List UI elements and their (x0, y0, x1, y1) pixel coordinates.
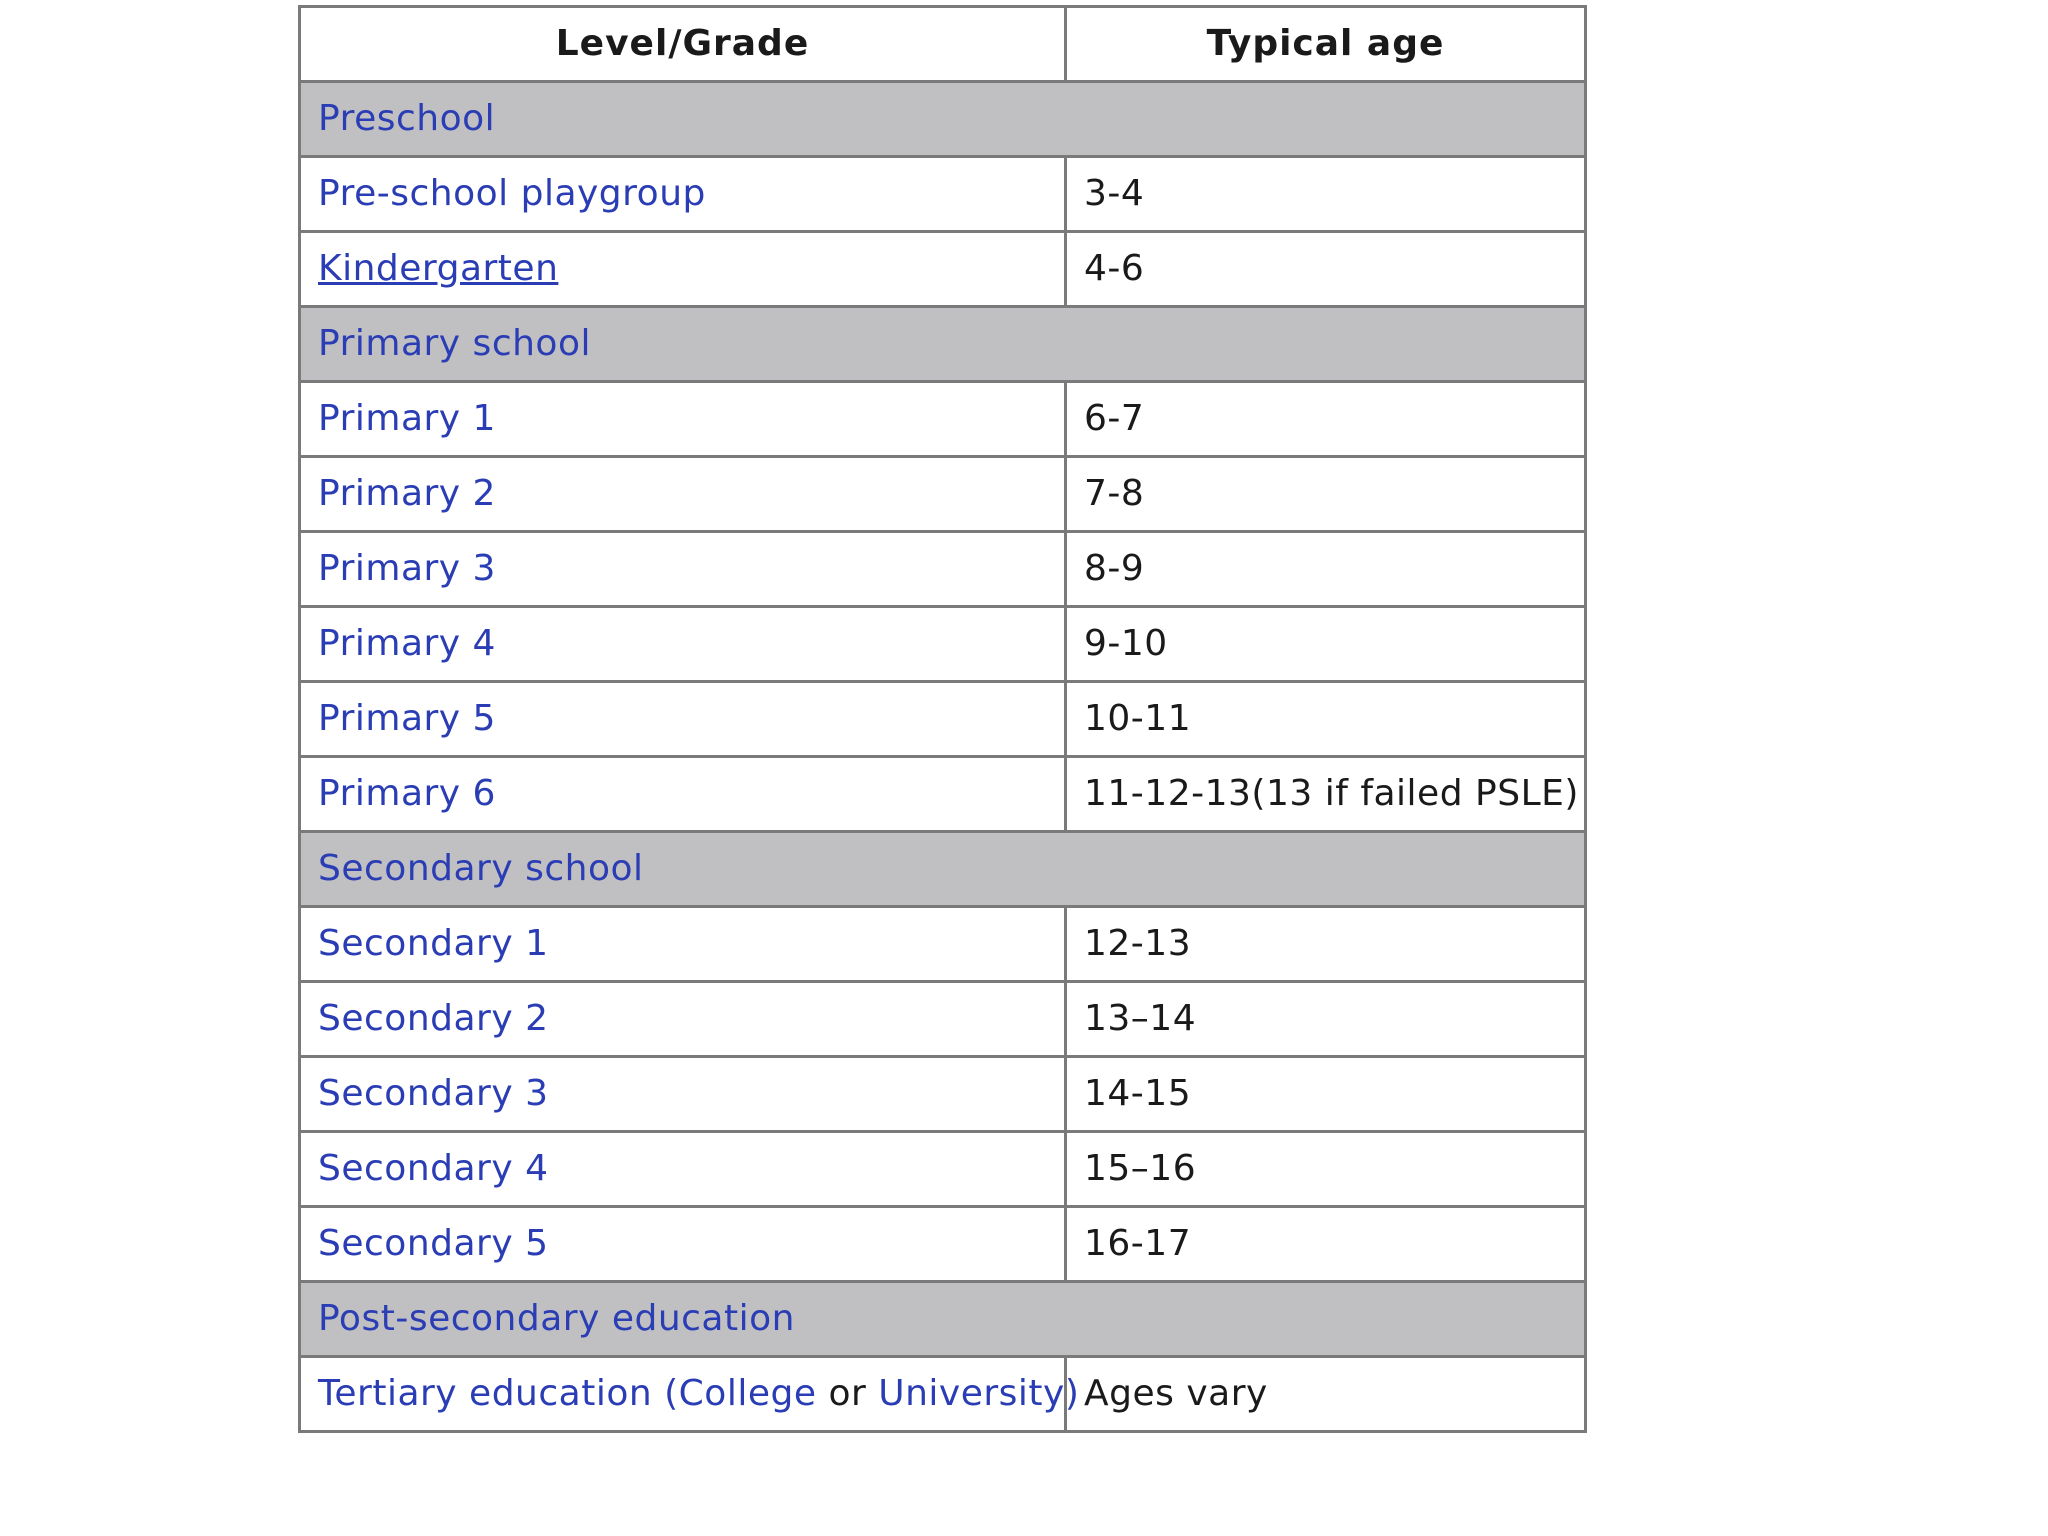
level-secondary-4[interactable]: Secondary 4 (300, 1132, 1066, 1207)
section-primary-school-link[interactable]: Primary school (300, 307, 1586, 382)
level-kindergarten-cell (300, 232, 1066, 307)
level-tertiary-cell (300, 1357, 1080, 1432)
age-primary-1: 6-7 (1066, 382, 1586, 457)
age-primary-3: 8-9 (1066, 532, 1586, 607)
table-row (300, 1057, 1586, 1132)
section-row-secondary (300, 832, 1586, 907)
level-primary-2[interactable]: Primary 2 (300, 457, 1066, 532)
level-primary-3[interactable]: Primary 3 (300, 532, 1066, 607)
section-post-secondary-link[interactable]: Post-secondary education (300, 1282, 1586, 1357)
section-row-post-secondary (300, 1282, 1586, 1357)
university-link[interactable]: University (878, 1373, 1065, 1414)
header-level-grade: Level/Grade (300, 7, 1066, 82)
level-pre-school-playgroup[interactable]: Pre-school playgroup (300, 157, 1066, 232)
level-primary-4[interactable]: Primary 4 (300, 607, 1066, 682)
table-row (300, 382, 1586, 457)
table-row (300, 457, 1586, 532)
level-secondary-3[interactable]: Secondary 3 (300, 1057, 1066, 1132)
level-primary-1[interactable]: Primary 1 (300, 382, 1066, 457)
college-link[interactable]: College (678, 1373, 817, 1414)
table-row (300, 682, 1586, 757)
tertiary-education-prefix[interactable]: Tertiary education ( (318, 1373, 679, 1414)
section-secondary-school-link[interactable]: Secondary school (300, 832, 1586, 907)
age-secondary-5: 16-17 (1066, 1207, 1586, 1282)
level-primary-6[interactable]: Primary 6 (300, 757, 1066, 832)
age-primary-5: 10-11 (1066, 682, 1586, 757)
age-secondary-4: 15–16 (1066, 1132, 1586, 1207)
age-secondary-3: 14-15 (1066, 1057, 1586, 1132)
kindergarten-link[interactable]: Kindergarten (318, 248, 559, 289)
level-secondary-5[interactable]: Secondary 5 (300, 1207, 1066, 1282)
or-text: or (816, 1373, 879, 1414)
section-preschool-link[interactable]: Preschool (300, 82, 1586, 157)
header-row (300, 7, 1586, 82)
table-row (300, 157, 1586, 232)
table-row (300, 1132, 1586, 1207)
header-typical-age: Typical age (1066, 7, 1586, 82)
table-row (300, 982, 1586, 1057)
section-row-preschool (300, 82, 1586, 157)
section-row-primary (300, 307, 1586, 382)
age-secondary-2: 13–14 (1066, 982, 1586, 1057)
level-secondary-2[interactable]: Secondary 2 (300, 982, 1066, 1057)
age-primary-2: 7-8 (1066, 457, 1586, 532)
age-kindergarten: 4-6 (1066, 232, 1586, 307)
age-pre-school-playgroup: 3-4 (1066, 157, 1586, 232)
tertiary-suffix: ) (1064, 1373, 1080, 1414)
table-row (300, 1357, 1586, 1432)
age-secondary-1: 12-13 (1066, 907, 1586, 982)
education-levels-table (298, 5, 1587, 1433)
table-row (300, 1207, 1586, 1282)
table-row (300, 232, 1586, 307)
table-row (300, 607, 1586, 682)
age-primary-4: 9-10 (1066, 607, 1586, 682)
age-tertiary: Ages vary (1066, 1357, 1586, 1432)
level-primary-5[interactable]: Primary 5 (300, 682, 1066, 757)
table-row (300, 757, 1586, 832)
age-primary-6: 11-12-13(13 if failed PSLE) (1066, 757, 1586, 832)
table-row (300, 532, 1586, 607)
level-secondary-1[interactable]: Secondary 1 (300, 907, 1066, 982)
table-row (300, 907, 1586, 982)
